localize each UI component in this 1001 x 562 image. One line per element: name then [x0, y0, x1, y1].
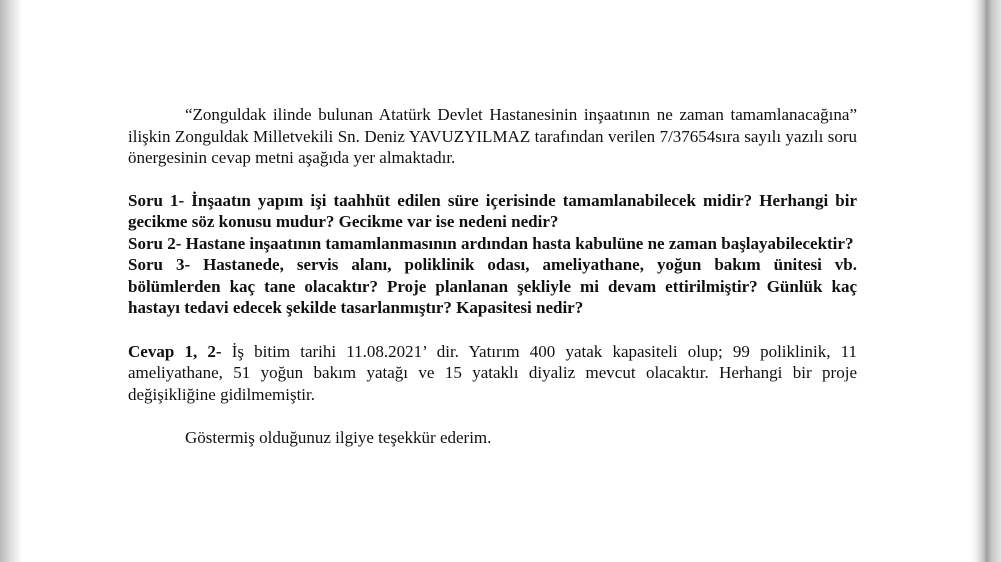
question-2: Soru 2- Hastane inşaatının tamamlanmasının ardından hasta kabulüne ne zaman başlayabilecektir?	[128, 233, 854, 253]
scan-shadow-right	[970, 0, 1001, 562]
answer-text: İş bitim tarihi 11.08.2021’ dir. Yatırım 400 yatak kapasiteli olup; 99 poliklinik, 11 ameliyathane, 51 yoğun bakım yatağı ve 15 yataklı diyaliz mevcut olacaktır. Herhangi bir proje değişikliğine gidilmemiştir.	[128, 341, 857, 404]
intro-paragraph: “Zonguldak ilinde bulunan Atatürk Devlet Hastanesinin inşaatının ne zaman tamamlanacağına” ilişkin Zonguldak Milletvekili Sn. Deniz YAVUZYILMAZ tarafından verilen 7/37654sıra sayılı yazılı soru önergesinin cevap metni aşağıda yer almaktadır.	[128, 105, 857, 167]
question-3: Soru 3- Hastanede, servis alanı, poliklinik odası, ameliyathane, yoğun bakım ünitesi vb. bölümlerden kaç tane olacaktır? Proje planlanan şekliyle mi devam ettirilmiştir? Günlük kaç hastayı tedavi edecek şekilde tasarlanmıştır? Kapasitesi nedir?	[128, 255, 857, 317]
scan-shadow-left	[0, 0, 22, 562]
answer-paragraph	[128, 341, 857, 406]
questions-block	[128, 190, 857, 319]
closing-line: Göstermiş olduğunuz ilgiye teşekkür ederim.	[185, 428, 492, 447]
question-1: Soru 1- İnşaatın yapım işi taahhüt edilen süre içerisinde tamamlanabilecek midir? Herhangi bir gecikme söz konusu mudur? Gecikme var ise nedeni nedir?	[128, 190, 857, 231]
answer-heading: Cevap 1, 2-	[128, 341, 222, 361]
document-page	[128, 104, 857, 449]
